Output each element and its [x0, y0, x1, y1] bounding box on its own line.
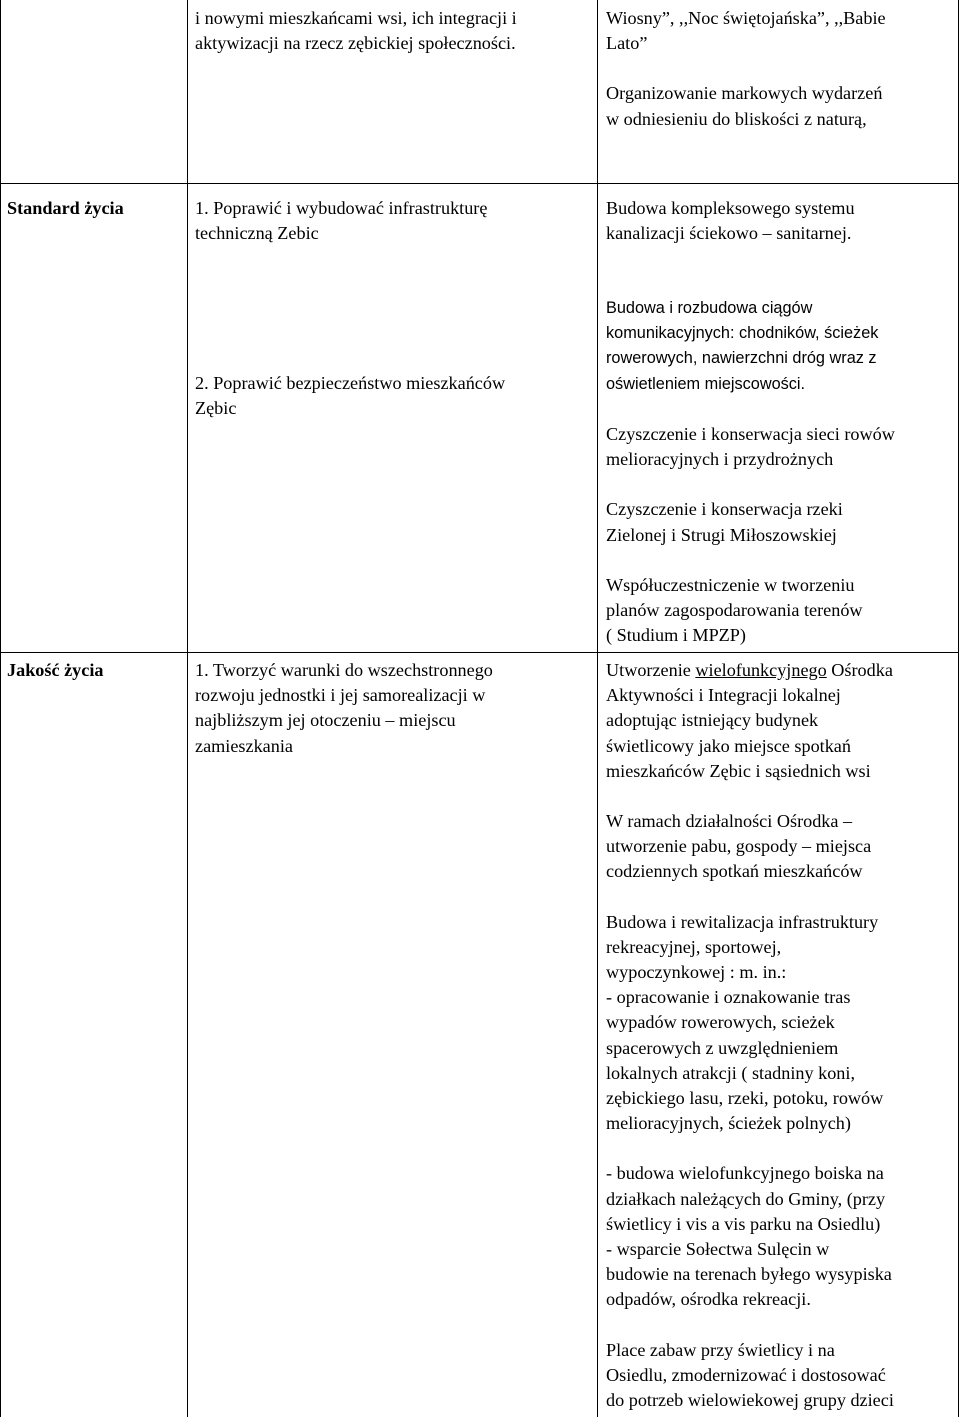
task-line: rekreacyjnej, sportowej,: [606, 936, 782, 957]
task-line: działkach należących do Gminy, (przy: [606, 1188, 886, 1209]
task-line: rowerowych, nawierzchni dróg wraz z: [606, 349, 877, 368]
task-line: w odniesieniu do bliskości z naturą,: [606, 108, 867, 129]
row-3-goal: [195, 658, 493, 759]
category-standard-zycia: Standard życia: [7, 198, 124, 218]
goal-line: Zębic: [195, 398, 237, 419]
row-0-goal: [195, 6, 517, 56]
table-border-right: [958, 0, 959, 1417]
task-line: do potrzeb wielowiekowej grupy dzieci: [606, 1390, 894, 1411]
goal-line: 2. Poprawić bezpieczeństwo mieszkańców: [195, 373, 506, 393]
task-line: mieszkańców Zębic i sąsiednich wsi: [606, 760, 871, 781]
task-line: odpadów, ośrodka rekreacji.: [606, 1289, 811, 1310]
task-line: utworzenie pabu, gospody – miejsca: [606, 836, 872, 857]
table-border-left: [0, 0, 1, 1417]
task-line: Zielonej i Strugi Miłoszowskiej: [606, 524, 837, 545]
underlined-word: wielofunkcyjnego: [695, 660, 827, 680]
task-line: codziennych spotkań mieszkańców: [606, 861, 863, 882]
task-line: Lato”: [606, 33, 648, 54]
task-line: Place zabaw przy świetlicy i na: [606, 1339, 835, 1360]
task-line: - wsparcie Sołectwa Sulęcin w: [606, 1239, 830, 1260]
task-line: Budowa kompleksowego systemu: [606, 198, 855, 218]
task-line: planów zagospodarowania terenów: [606, 600, 863, 621]
task-line: zębickiego lasu, rzeki, potoku, rowów: [606, 1088, 884, 1109]
task-line: Organizowanie markowych wydarzeń: [606, 83, 883, 104]
task-line: [606, 658, 894, 683]
goal-line: najbliższym jej otoczeniu – miejscu: [195, 710, 456, 731]
task-line: melioracyjnych i przydrożnych: [606, 449, 834, 470]
task-line: oświetleniem miejscowości.: [606, 374, 806, 393]
category-jakosc-zycia: Jakość życia: [7, 660, 104, 680]
task-line: budowie na terenach byłego wysypiska: [606, 1264, 892, 1285]
task-line: - budowa wielofunkcyjnego boiska na: [606, 1163, 884, 1184]
task-line: świetlicy i vis a vis parku na Osiedlu): [606, 1213, 881, 1234]
task-line: Współuczestniczenie w tworzeniu: [606, 574, 855, 595]
task-line: W ramach działalności Ośrodka –: [606, 811, 853, 832]
goal-line: techniczną Zebic: [195, 223, 319, 244]
goal-line: zamieszkania: [195, 735, 293, 756]
task-line: melioracyjnych, ścieżek polnych): [606, 1113, 851, 1134]
task-line: lokalnych atrakcji ( stadniny koni,: [606, 1062, 856, 1083]
task-line: świetlicowy jako miejsce spotkań: [606, 735, 851, 756]
task-line: wypoczynkowej : m. in.:: [606, 962, 787, 983]
task-line: Czyszczenie i konserwacja sieci rowów: [606, 424, 895, 444]
task-text: Utworzenie: [606, 660, 696, 680]
task-line: Aktywności i Integracji lokalnej: [606, 685, 841, 706]
goal-line: 1. Poprawić i wybudować infrastrukturę: [195, 198, 488, 218]
row-3-tasks: [606, 658, 894, 1413]
row-0-tasks: [606, 6, 886, 132]
task-line: - opracowanie i oznakowanie tras: [606, 987, 851, 1008]
row-1-tasks: [606, 196, 855, 246]
goal-line: i nowymi mieszkańcami wsi, ich integracji i: [195, 8, 517, 28]
task-line: Czyszczenie i konserwacja rzeki: [606, 499, 843, 520]
row-2-tasks-block-1: [606, 296, 878, 397]
goal-line: 1. Tworzyć warunki do wszechstronnego: [195, 660, 493, 680]
row-2-goal: [195, 371, 505, 421]
row-1-goal: [195, 196, 487, 246]
task-line: Budowa i rewitalizacja infrastruktury: [606, 911, 879, 932]
column-divider-2: [597, 0, 598, 1417]
row-divider-1: [0, 183, 959, 184]
task-line: kanalizacji ściekowo – sanitarnej.: [606, 223, 852, 244]
task-line: Osiedlu, zmodernizować i dostosować: [606, 1364, 886, 1385]
row-2-tasks-block-2: [606, 422, 895, 648]
task-line: spacerowych z uwzględnieniem: [606, 1037, 839, 1058]
goal-line: rozwoju jednostki i jej samorealizacji w: [195, 685, 486, 706]
task-line: Wiosny”, ,,Noc świętojańska”, ,,Babie: [606, 8, 886, 28]
task-line: Budowa i rozbudowa ciągów: [606, 299, 813, 317]
column-divider-1: [187, 0, 188, 1417]
task-line: komunikacyjnych: chodników, ścieżek: [606, 324, 879, 343]
task-line: ( Studium i MPZP): [606, 625, 746, 646]
goal-line: aktywizacji na rzecz zębickiej społeczności.: [195, 33, 516, 54]
task-text: Ośrodka: [826, 660, 893, 680]
row-divider-2: [0, 652, 959, 653]
task-line: adoptując istniejący budynek: [606, 710, 819, 731]
task-line: wypadów rowerowych, scieżek: [606, 1012, 835, 1033]
